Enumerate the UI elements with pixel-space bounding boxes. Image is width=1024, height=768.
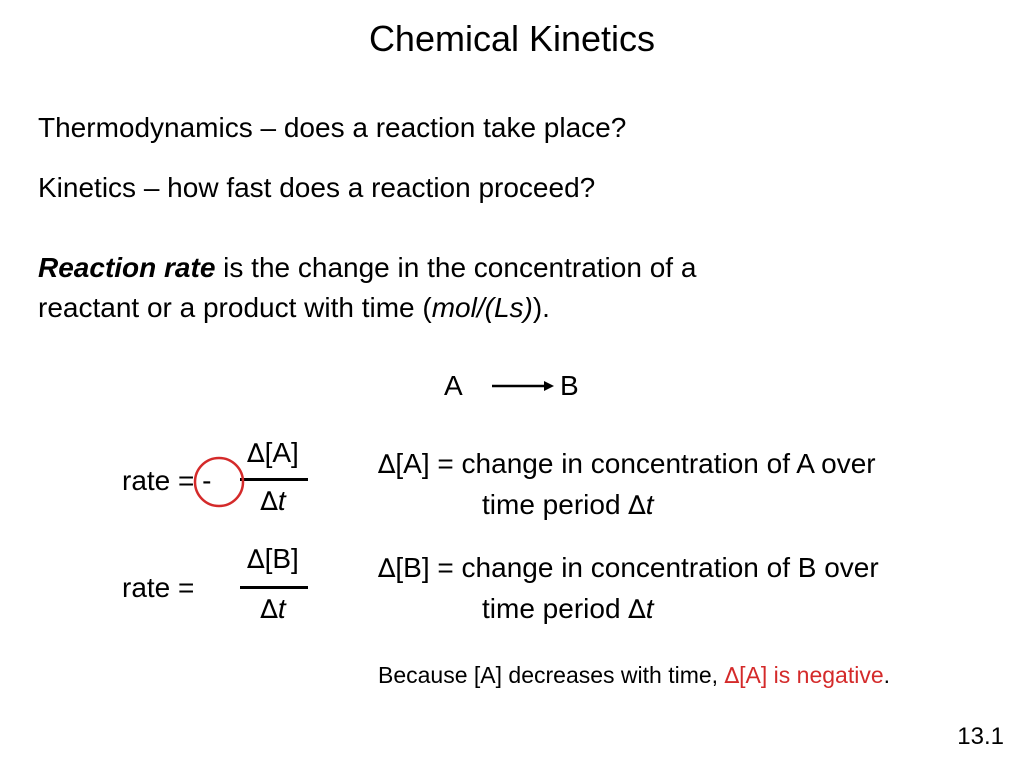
kinetics-line: Kinetics – how fast does a reaction proceed? [38,172,596,203]
reaction-product: B [560,370,579,401]
delta-symbol: ∆ [378,554,396,584]
time-variable: t [645,489,654,520]
rate-b-denominator [233,593,313,625]
definition-text-1: is the change in the concentration of a [215,252,697,283]
delta-a-definition [378,444,876,526]
fraction-bar-a [240,478,308,481]
rate-equation-a-lhs: rate = - [122,465,212,496]
note-text: Because [A] decreases with time, [378,662,725,688]
delta-b-definition [378,548,879,630]
definition-unit: mol/(Ls) [431,292,533,323]
delta-symbol: ∆ [724,664,740,689]
rate-b-numerator-text: [B] [264,543,299,574]
reaction-arrow-icon [490,378,556,394]
delta-symbol: ∆ [378,450,396,480]
note-end: . [883,662,891,688]
definition-text-3: ). [532,292,550,323]
delta-symbol: ∆ [628,595,646,625]
delta-symbol: ∆ [260,487,278,517]
fraction-bar-b [240,586,308,589]
delta-symbol: ∆ [247,545,265,575]
definition-text-2: reactant or a product with time ( [38,292,432,323]
delta-a-definition-line-1: [A] = change in concentration of A over [395,448,876,479]
time-variable: t [277,593,286,624]
slide-title: Chemical Kinetics [368,18,656,59]
delta-b-definition-line-1: [B] = change in concentration of B over [395,552,879,583]
definition-paragraph [38,248,696,328]
definition-term: Reaction rate [38,252,216,283]
time-variable: t [277,485,286,516]
reaction-reactant: A [444,370,463,401]
rate-a-numerator-text: [A] [264,437,299,468]
negative-rate-note [378,662,890,689]
delta-b-definition-line-2: time period [482,593,629,624]
rate-equation-b-lhs: rate = [122,572,195,603]
rate-b-numerator [233,543,313,575]
delta-symbol: ∆ [628,491,646,521]
highlight-circle-icon [192,455,246,509]
slide-number: 13.1 [957,723,1004,750]
note-red-text: [A] is negative [739,662,884,688]
thermodynamics-line: Thermodynamics – does a reaction take place? [38,112,627,143]
delta-symbol: ∆ [260,595,278,625]
delta-a-definition-line-2: time period [482,489,629,520]
delta-symbol: ∆ [247,439,265,469]
note-highlight [724,662,883,688]
time-variable: t [645,593,654,624]
